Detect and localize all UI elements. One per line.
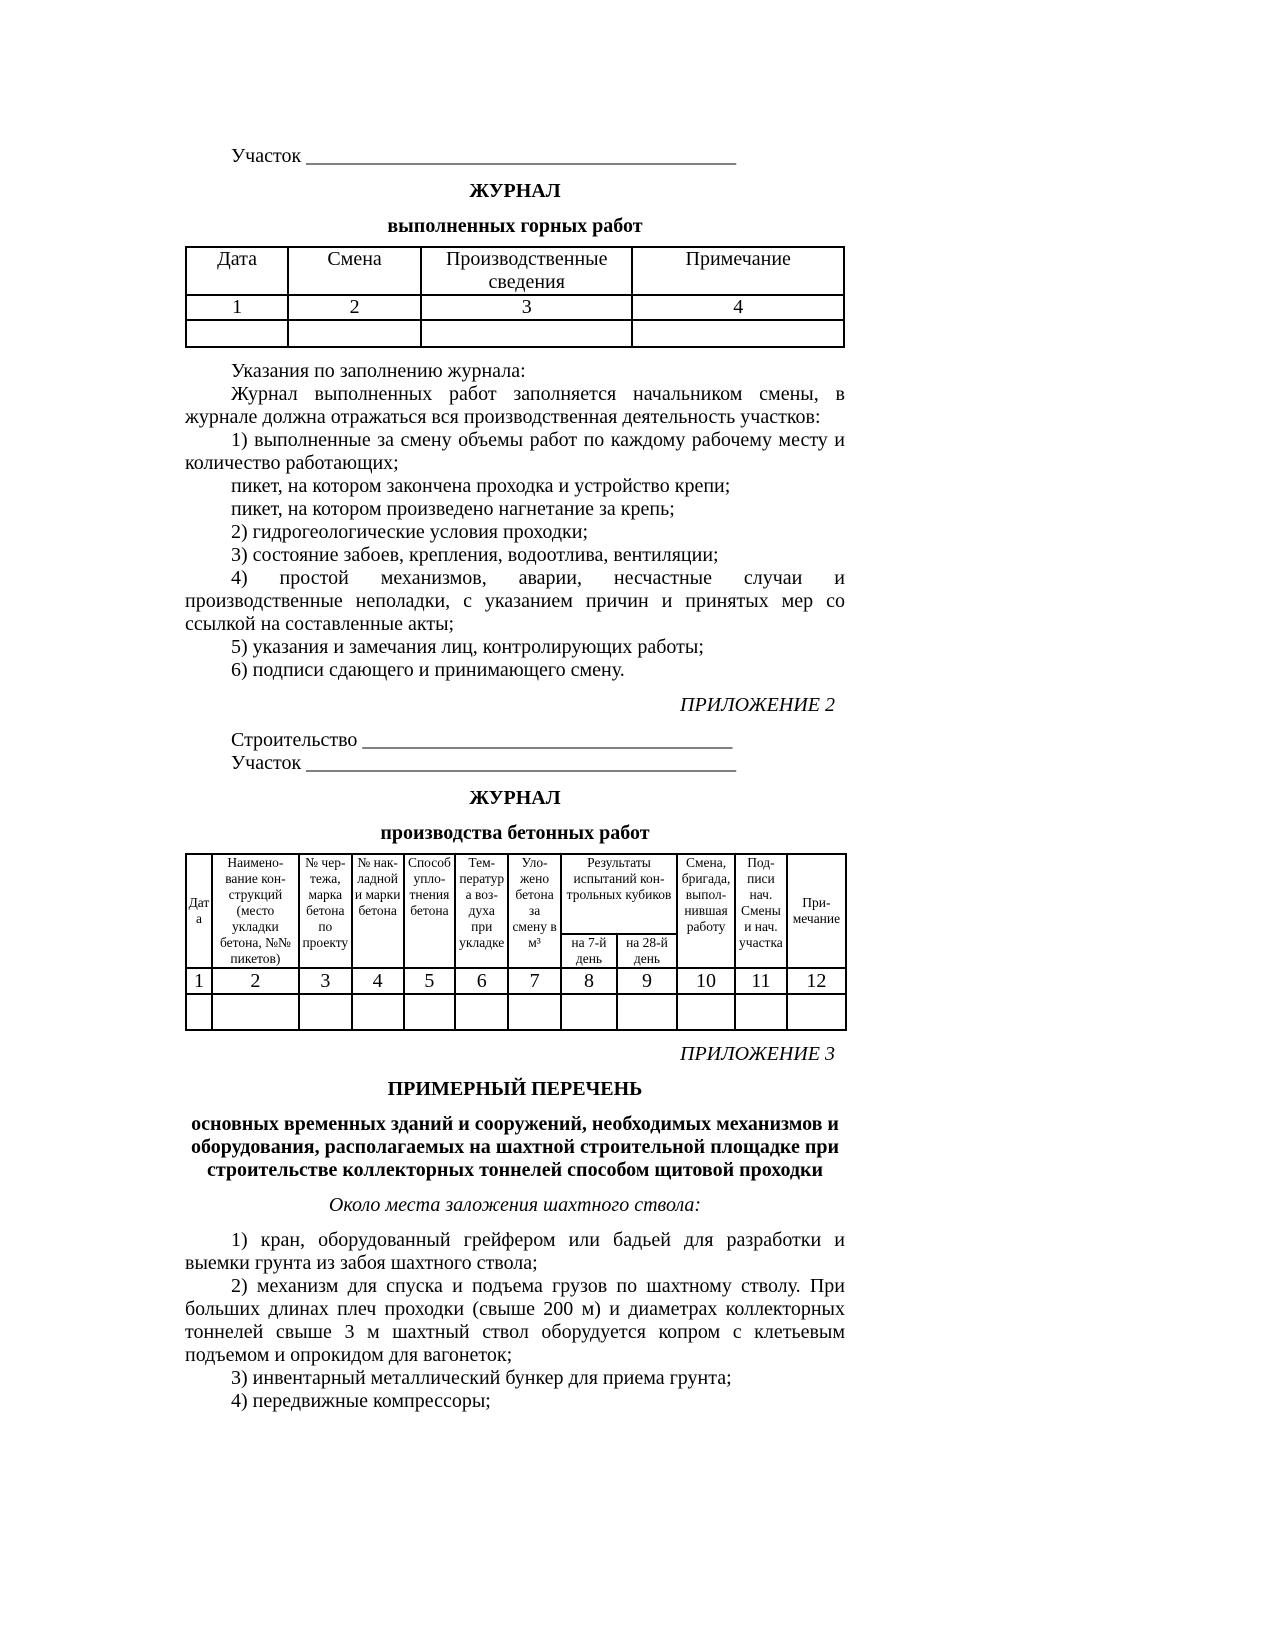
instruction-item: 6) подписи сдающего и принимающего смену.: [231, 659, 625, 681]
empty-cell: [404, 994, 456, 1030]
table-header-row: [186, 854, 846, 934]
column-header: Тем-ператур а воз- духа при укладке: [455, 854, 508, 968]
column-header: Уло- жено бетона за смену в м³: [508, 854, 561, 968]
column-header: При- мечание: [787, 854, 846, 968]
instruction-item: 3) состояние забоев, крепления, водоотлива, вентиляции;: [231, 544, 719, 566]
journal1-title: ЖУРНАЛ: [469, 180, 561, 202]
column-number: 1: [186, 968, 212, 994]
appendix2-label: ПРИЛОЖЕНИЕ 2: [680, 694, 835, 716]
appendix3-section: Около места заложения шахтного ствола:: [328, 1194, 702, 1216]
column-header: Способ упло- тнения бетона: [404, 854, 456, 968]
empty-cell: [787, 994, 846, 1030]
table-number-row: [186, 968, 846, 994]
column-number: 4: [352, 968, 404, 994]
column-header: Примечание: [632, 247, 844, 295]
column-header: Под- писи нач. Смены и нач. участка: [735, 854, 787, 968]
column-number: 1: [186, 295, 288, 320]
column-number: 9: [617, 968, 677, 994]
document-page: [185, 145, 845, 1413]
column-header: № нак- ладной и марки бетона: [352, 854, 404, 968]
empty-cell: [508, 994, 561, 1030]
column-header: Производственные сведения: [421, 247, 633, 295]
column-header: Дата: [186, 247, 288, 295]
empty-cell: [212, 994, 299, 1030]
instruction-item: пикет, на котором произведено нагнетание за крепь;: [231, 498, 675, 520]
column-number: 7: [508, 968, 561, 994]
empty-cell: [421, 320, 633, 347]
journal2-title: ЖУРНАЛ: [469, 787, 561, 809]
column-number: 8: [561, 968, 617, 994]
empty-cell: [186, 994, 212, 1030]
column-header: Наимено- вание кон- струкций (место укладки бетона, №№ пикетов): [212, 854, 299, 968]
column-number: 5: [404, 968, 456, 994]
list-item: 4) передвижные компрессоры;: [231, 1390, 491, 1412]
site-line: Участок ___________________________________________: [231, 752, 737, 774]
column-number: 10: [677, 968, 735, 994]
column-header: Дат а: [186, 854, 212, 968]
column-number: 3: [299, 968, 352, 994]
column-header: Смена, бригада, выпол- нившая работу: [677, 854, 735, 968]
instruction-item: 5) указания и замечания лиц, контролирующих работы;: [231, 636, 704, 658]
column-header: № чер- тежа, марка бетона по проекту: [299, 854, 352, 968]
appendix3-subtitle: основных временных зданий и сооружений, необходимых механизмов и оборудования, располагаемых на шахтной строительной площадке при строительстве коллекторных тоннелей способом щитовой проходки: [190, 1113, 840, 1181]
journal1-subtitle: выполненных горных работ: [387, 215, 643, 237]
appendix3-label: ПРИЛОЖЕНИЕ 3: [680, 1043, 835, 1065]
column-number: 4: [632, 295, 844, 320]
empty-cell: [186, 320, 288, 347]
appendix3-title: ПРИМЕРНЫЙ ПЕРЕЧЕНЬ: [387, 1078, 643, 1100]
table-header-row: [186, 247, 844, 295]
concrete-journal-table: [185, 853, 847, 1031]
instructions-intro: Журнал выполненных работ заполняется начальником смены, в журнале должна отражаться вся производственная деятельность участков:: [185, 383, 845, 428]
instruction-item: пикет, на котором закончена проходка и устройство крепи;: [231, 475, 731, 497]
column-number: 11: [735, 968, 787, 994]
column-number: 12: [787, 968, 846, 994]
empty-cell: [677, 994, 735, 1030]
table-number-row: [186, 295, 844, 320]
empty-cell: [735, 994, 787, 1030]
column-header: на 7-й день: [561, 934, 617, 968]
empty-cell: [288, 320, 421, 347]
journal1-table: [185, 246, 845, 348]
empty-cell: [299, 994, 352, 1030]
empty-cell: [561, 994, 617, 1030]
site-line: Участок ___________________________________________: [231, 145, 737, 167]
empty-cell: [617, 994, 677, 1030]
instructions-heading: Указания по заполнению журнала:: [231, 360, 526, 382]
list-item: 1) кран, оборудованный грейфером или бадьей для разработки и выемки грунта из забоя шахтного ствола;: [185, 1229, 845, 1274]
empty-cell: [455, 994, 508, 1030]
column-header: Результаты испытаний кон- трольных кубиков: [561, 854, 677, 934]
instruction-item: 4) простой механизмов, аварии, несчастные случаи и производственные неполадки, с указанием причин и принятых мер со ссылкой на составленные акты;: [185, 567, 845, 635]
column-header: Смена: [288, 247, 421, 295]
empty-cell: [352, 994, 404, 1030]
column-header: на 28-й день: [617, 934, 677, 968]
journal2-subtitle: производства бетонных работ: [380, 822, 650, 844]
list-item: 2) механизм для спуска и подъема грузов по шахтному стволу. При больших длинах плеч проходки (свыше 200 м) и диаметрах коллекторных тоннелей свыше 3 м шахтный ствол оборудуется копром с клетьевым подъемом и опрокидом для вагонеток;: [185, 1275, 845, 1366]
column-number: 2: [212, 968, 299, 994]
instruction-item: 1) выполненные за смену объемы работ по каждому рабочему месту и количество работающих;: [185, 429, 845, 474]
instruction-item: 2) гидрогеологические условия проходки;: [231, 521, 589, 543]
empty-cell: [632, 320, 844, 347]
list-item: 3) инвентарный металлический бункер для приема грунта;: [231, 1367, 732, 1389]
column-number: 6: [455, 968, 508, 994]
column-number: 2: [288, 295, 421, 320]
construction-line: Строительство _____________________________________: [231, 729, 733, 751]
table-empty-row: [186, 320, 844, 347]
table-empty-row: [186, 994, 846, 1030]
column-number: 3: [421, 295, 633, 320]
